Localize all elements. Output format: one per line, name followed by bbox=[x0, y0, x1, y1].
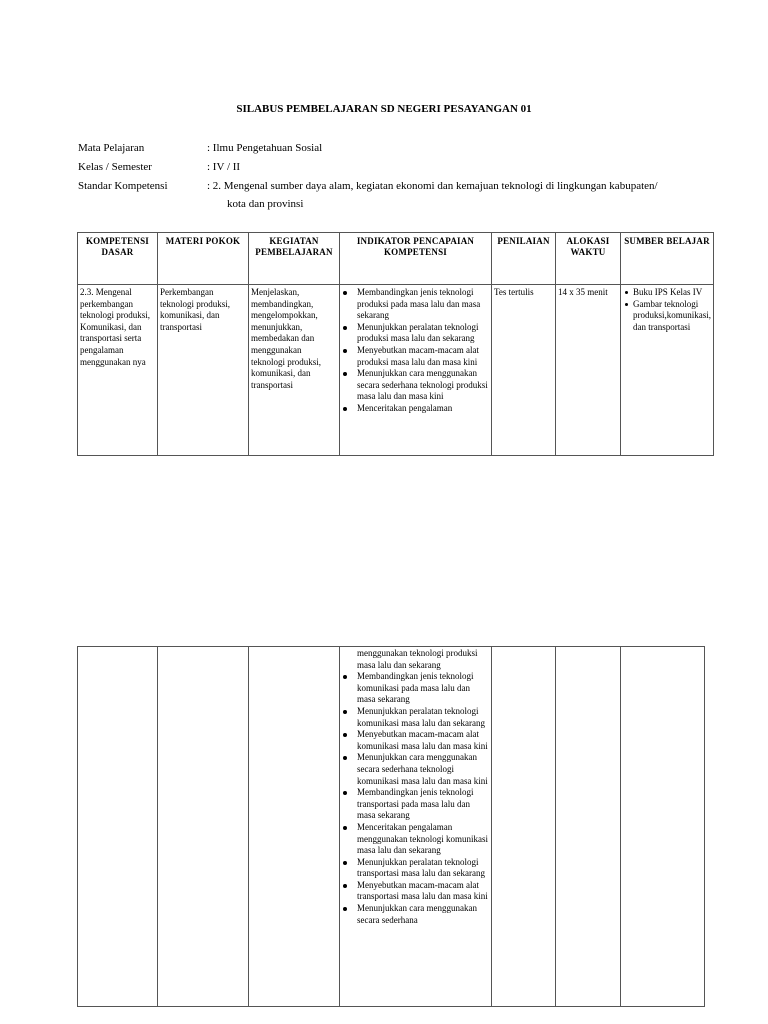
sumber-list bbox=[623, 287, 711, 333]
bullet-icon bbox=[343, 407, 347, 411]
header-kegiatan: KEGIATAN PEMBELAJARAN bbox=[249, 233, 340, 285]
list-item: Menunjukkan cara menggunakan secara sederhana teknologi komunikasi masa lalu dan masa kini bbox=[342, 752, 489, 787]
list-item: Menyebutkan macam-macam alat produksi masa lalu dan masa kini bbox=[342, 345, 489, 368]
indikator-list bbox=[342, 671, 489, 926]
list-item: Menunjukkan cara menggunakan secara sederhana bbox=[342, 903, 489, 926]
table-header-row bbox=[78, 233, 714, 285]
list-item: Menyebutkan macam-macam alat komunikasi masa lalu dan masa kini bbox=[342, 729, 489, 752]
cell-kegiatan: Menjelaskan, membandingkan, mengelompokkan, menunjukkan, membedakan dan menggunakan teknologi produksi, komunikasi, dan transportasi bbox=[249, 285, 340, 456]
bullet-icon bbox=[343, 861, 347, 865]
cell-indikator bbox=[340, 647, 492, 1007]
header-indikator: INDIKATOR PENCAPAIAN KOMPETENSI bbox=[340, 233, 492, 285]
bullet-icon bbox=[343, 372, 347, 376]
cell-sumber bbox=[621, 285, 714, 456]
list-item: Menyebutkan macam-macam alat transportasi masa lalu dan masa kini bbox=[342, 880, 489, 903]
list-item: Menunjukkan peralatan teknologi komunikasi masa lalu dan sekarang bbox=[342, 706, 489, 729]
cell-indikator bbox=[340, 285, 492, 456]
bullet-icon bbox=[343, 710, 347, 714]
syllabus-table-1 bbox=[77, 232, 714, 456]
class-label: Kelas / Semester bbox=[78, 161, 152, 173]
bullet-icon bbox=[343, 349, 347, 353]
bullet-icon bbox=[343, 884, 347, 888]
header-kompetensi-dasar: KOMPETENSI DASAR bbox=[78, 233, 158, 285]
cell-penilaian bbox=[492, 647, 556, 1007]
list-item: Membandingkan jenis teknologi transportasi pada masa lalu dan masa sekarang bbox=[342, 787, 489, 822]
subject-value: : Ilmu Pengetahuan Sosial bbox=[207, 142, 323, 154]
list-item: Gambar teknologi produksi,komunikasi, dan transportasi bbox=[623, 299, 711, 334]
cell-materi-pokok bbox=[158, 647, 249, 1007]
list-item: Menceritakan pengalaman menggunakan teknologi komunikasi masa lalu dan sekarang bbox=[342, 822, 489, 857]
standard-label: Standar Kompetensi bbox=[78, 180, 168, 192]
bullet-icon bbox=[343, 791, 347, 795]
document-title: SILABUS PEMBELAJARAN SD NEGERI PESAYANGAN 01 bbox=[236, 103, 532, 115]
bullet-icon bbox=[625, 303, 628, 306]
table-row bbox=[78, 285, 714, 456]
cell-penilaian: Tes tertulis bbox=[492, 285, 556, 456]
cell-alokasi: 14 x 35 menit bbox=[556, 285, 621, 456]
header-sumber: SUMBER BELAJAR bbox=[621, 233, 714, 285]
syllabus-table-2 bbox=[77, 646, 705, 1007]
list-item: Menunjukkan peralatan teknologi transportasi masa lalu dan sekarang bbox=[342, 857, 489, 880]
cell-kegiatan bbox=[249, 647, 340, 1007]
table-row bbox=[78, 647, 705, 1007]
subject-label: Mata Pelajaran bbox=[78, 142, 145, 154]
bullet-icon bbox=[625, 291, 628, 294]
list-item: Membandingkan jenis teknologi komunikasi pada masa lalu dan masa sekarang bbox=[342, 671, 489, 706]
list-item: Membandingkan jenis teknologi produksi pada masa lalu dan masa sekarang bbox=[342, 287, 489, 322]
header-penilaian: PENILAIAN bbox=[492, 233, 556, 285]
header-materi-pokok: MATERI POKOK bbox=[158, 233, 249, 285]
bullet-icon bbox=[343, 826, 347, 830]
list-item: Menunjukkan cara menggunakan secara sederhana teknologi produksi masa lalu dan masa kini bbox=[342, 368, 489, 403]
cell-kompetensi-dasar bbox=[78, 647, 158, 1007]
bullet-icon bbox=[343, 291, 347, 295]
standard-value: : 2. Mengenal sumber daya alam, kegiatan ekonomi dan kemajuan teknologi di lingkungan kabupaten/ bbox=[207, 180, 658, 192]
class-value: : IV / II bbox=[207, 161, 241, 173]
cell-materi-pokok: Perkembangan teknologi produksi, komunikasi, dan transportasi bbox=[158, 285, 249, 456]
cell-sumber bbox=[621, 647, 705, 1007]
list-item: Menunjukkan peralatan teknologi produksi masa lalu dan sekarang bbox=[342, 322, 489, 345]
bullet-icon bbox=[343, 907, 347, 911]
standard-value-cont: kota dan provinsi bbox=[227, 198, 304, 210]
bullet-icon bbox=[343, 675, 347, 679]
header-alokasi: ALOKASI WAKTU bbox=[556, 233, 621, 285]
indikator-list bbox=[342, 287, 489, 415]
bullet-icon bbox=[343, 756, 347, 760]
list-item: Menceritakan pengalaman bbox=[342, 403, 489, 415]
bullet-icon bbox=[343, 733, 347, 737]
indikator-continuation: menggunakan teknologi produksi masa lalu dan sekarang bbox=[357, 648, 478, 670]
cell-alokasi bbox=[556, 647, 621, 1007]
cell-kompetensi-dasar: 2.3. Mengenal perkembangan teknologi produksi, Komunikasi, dan transportasi serta pengalaman menggunakan nya bbox=[78, 285, 158, 456]
list-item: Buku IPS Kelas IV bbox=[623, 287, 711, 299]
bullet-icon bbox=[343, 326, 347, 330]
